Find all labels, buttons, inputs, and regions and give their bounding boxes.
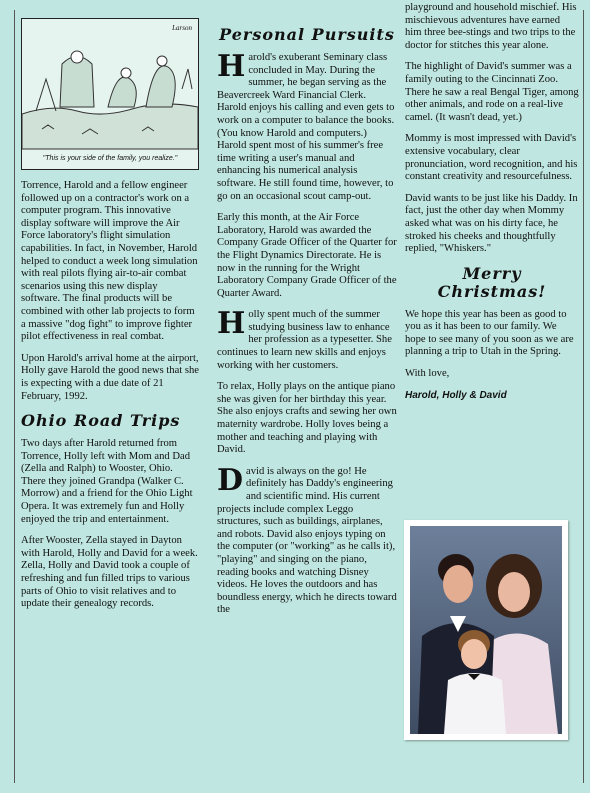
section-heading-personal: Personal Pursuits: [219, 25, 395, 44]
section-heading-ohio: Ohio Road Trips: [21, 411, 181, 431]
paragraph: [217, 49, 397, 203]
cartoon-image: [21, 18, 199, 170]
family-portrait-image: [410, 526, 562, 734]
drop-cap: D: [217, 462, 244, 498]
paragraph: To relax, Holly plays on the antique piano she was given for her birthday this year. She also enjoys crafts and sewing her own maternity wardrobe. Holly loves being a mother and teaching and playing with David.: [217, 381, 397, 456]
paragraph: [217, 306, 397, 372]
family-signature: Harold, Holly & David: [405, 389, 507, 401]
paragraph: [217, 462, 397, 617]
paragraph: Early this month, at the Air Force Laboratory, Harold was awarded the Company Grade Officer of the Quarter for the Flight Dynamics Directorate. He is now in the running for the Wright Laboratory Company Grade Officer of the Quarter Award.: [217, 212, 397, 299]
paragraph: Upon Harold's arrival home at the airport, Holly gave Harold the good news that she is expecting with a due date of 21 February, 1992.: [21, 352, 199, 402]
drop-cap: H: [217, 49, 246, 84]
section-heading-christmas: Merry Christmas!: [437, 263, 547, 301]
cartoon-caption: "This is your side of the family, you realize.": [42, 155, 178, 163]
cartoon-signature: Larson: [172, 24, 192, 32]
column-right: [405, 2, 579, 402]
paragraph: David wants to be just like his Daddy. In fact, just the other day when Mommy asked what was on his dirty face, he stroked his cheeks and thoughtfully replied, "Whiskers.": [405, 192, 578, 255]
closing: With love,: [405, 368, 450, 380]
paragraph: The highlight of David's summer was a family outing to the Cincinnati Zoo. There he saw a real Bengal Tiger, among other animals, and rode on a real-live camel. (It wasn't dead, yet.): [405, 61, 579, 123]
drop-cap: H: [217, 306, 246, 342]
paragraph: After Wooster, Zella stayed in Dayton with Harold, Holly and David for a week. Zella, Holly and David took a couple of refreshing and fun filled trips to various parts of Ohio to visit relatives and to update their genealogy records.: [21, 535, 198, 610]
paragraph-text: arold's exuberant Seminary class concluded in May. During the summer, he began serving as the Beavercreek Ward Financial Clerk. Harold enjoys his calling and even gets to work on a computer to balance the books. (You know Harold and computers.) Harold spent most of his summer's free time writing a user's manual and enhancing his numerical analysis software. He still found time, however, to go on an occasional scout camp-out.: [217, 52, 395, 202]
column-middle: [217, 24, 397, 626]
paragraph: Two days after Harold returned from Torrence, Holly left with Mom and Dad (Zella and Ralph) to Wooster, Ohio. There they joined Grandpa (Walker C. Morrow) and a friend for the Ohio Light Opera. It was extremely fun and Holly enjoyed the trip and entertainment.: [21, 438, 193, 525]
family-photo: [404, 520, 568, 740]
column-left: [21, 18, 199, 620]
paragraph-text: avid is always on the go! He definitely has Daddy's engineering and scientific mind. His current projects include complex Leggo structures, such as buildings, airplanes, and robots. David also enjoys typing on the computer (or "working" as he calls it), "playing" and singing on the piano, reading books and watching Disney videos. He loves the outdoors and has boundless energy, which he directs toward the: [217, 465, 397, 616]
paragraph-text: olly spent much of the summer studying business law to enhance her profession as a typesetter. She continues to learn new skills and enjoys working with her customers.: [217, 309, 392, 371]
paragraph: Mommy is most impressed with David's extensive vocabulary, clear pronunciation, word recognition, and his constant creativity and resourcefulness.: [405, 133, 578, 183]
cartoon-drawing: [22, 19, 198, 169]
paragraph: playground and household mischief. His mischievous adventures have earned him three bee-stings and two trips to the doctor for stitches this year alone.: [405, 2, 577, 51]
paragraph: We hope this year has been as good to you as it has been to our family. We hope to see many of you soon as we are planning a trip to Utah in the Spring.: [405, 308, 574, 358]
paragraph: Torrence, Harold and a fellow engineer followed up on a contractor's work on a computer program. This innovative display software will improve the Air Force laboratory's flight simulation capabilities. In fact, in November, Harold helped to conduct a week long simulation with real pilots flying air-to-air combat scenarios using this new display software. The final products will be combined with other lab projects to form a massive "dog fight" to improve fighter pilot effectiveness in real combat.: [21, 180, 198, 343]
